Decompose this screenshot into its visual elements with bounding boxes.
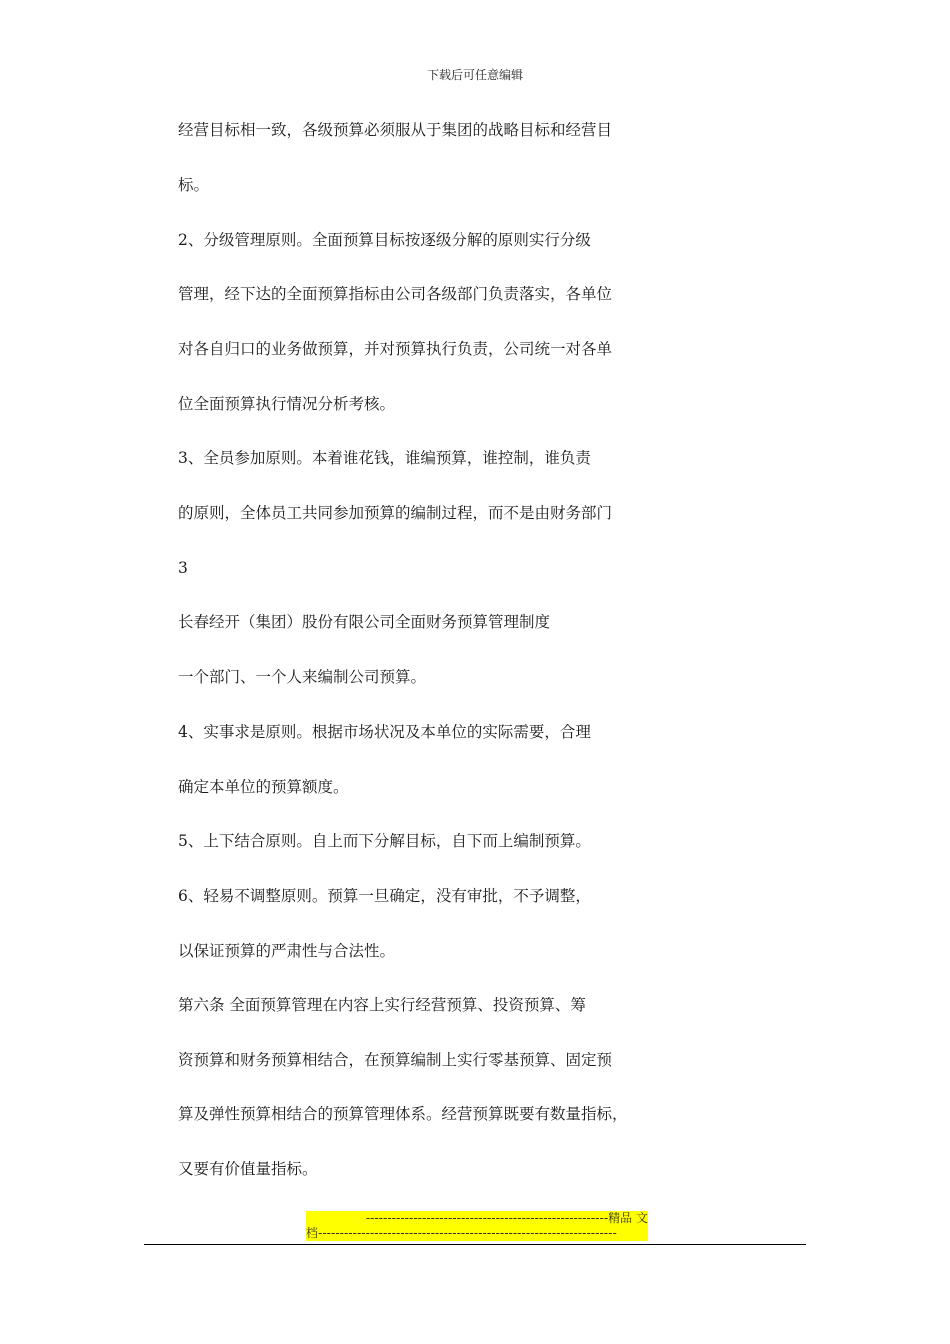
body-line-4: 管理，经下达的全面预算指标由公司各级部门负责落实，各单位 — [178, 285, 613, 303]
body-line-13: 6、轻易不调整原则。预算一旦确定，没有审批，不予调整， — [178, 887, 591, 905]
body-line-5: 对各自归口的业务做预算，并对预算执行负责，公司统一对各单 — [178, 340, 613, 358]
body-line-2: 标。 — [178, 176, 210, 194]
footer-watermark-line-2: 档--------------------------------------------------------------------- — [306, 1226, 648, 1241]
body-line-7: 3、全员参加原则。本着谁花钱，谁编预算，谁控制，谁负责 — [178, 449, 591, 467]
body-line-9: 一个部门、一个人来编制公司预算。 — [178, 668, 427, 686]
body-line-14: 以保证预算的严肃性与合法性。 — [178, 942, 396, 960]
body-line-12: 5、上下结合原则。自上而下分解目标，自下而上编制预算。 — [178, 832, 591, 850]
body-line-3: 2、分级管理原则。全面预算目标按逐级分解的原则实行分级 — [178, 231, 591, 249]
footer-divider — [144, 1244, 806, 1245]
page-number: 3 — [178, 559, 188, 577]
body-line-15: 第六条 全面预算管理在内容上实行经营预算、投资预算、筹 — [178, 996, 586, 1014]
document-title: 长春经开（集团）股份有限公司全面财务预算管理制度 — [178, 613, 551, 631]
body-line-1: 经营目标相一致，各级预算必须服从于集团的战略目标和经营目 — [178, 121, 613, 139]
body-line-8: 的原则，全体员工共同参加预算的编制过程，而不是由财务部门 — [178, 504, 613, 522]
body-line-18: 又要有价值量指标。 — [178, 1160, 318, 1178]
body-line-10: 4、实事求是原则。根据市场状况及本单位的实际需要，合理 — [178, 723, 591, 741]
body-line-17: 算及弹性预算相结合的预算管理体系。经营预算既要有数量指标， — [178, 1105, 628, 1123]
page-header: 下载后可任意编辑 — [426, 68, 523, 82]
body-line-6: 位全面预算执行情况分析考核。 — [178, 395, 396, 413]
body-line-11: 确定本单位的预算额度。 — [178, 778, 349, 796]
footer-watermark-line-1: --------------------------------------------------------精品 文 — [306, 1211, 648, 1226]
body-line-16: 资预算和财务预算相结合，在预算编制上实行零基预算、固定预 — [178, 1051, 613, 1069]
